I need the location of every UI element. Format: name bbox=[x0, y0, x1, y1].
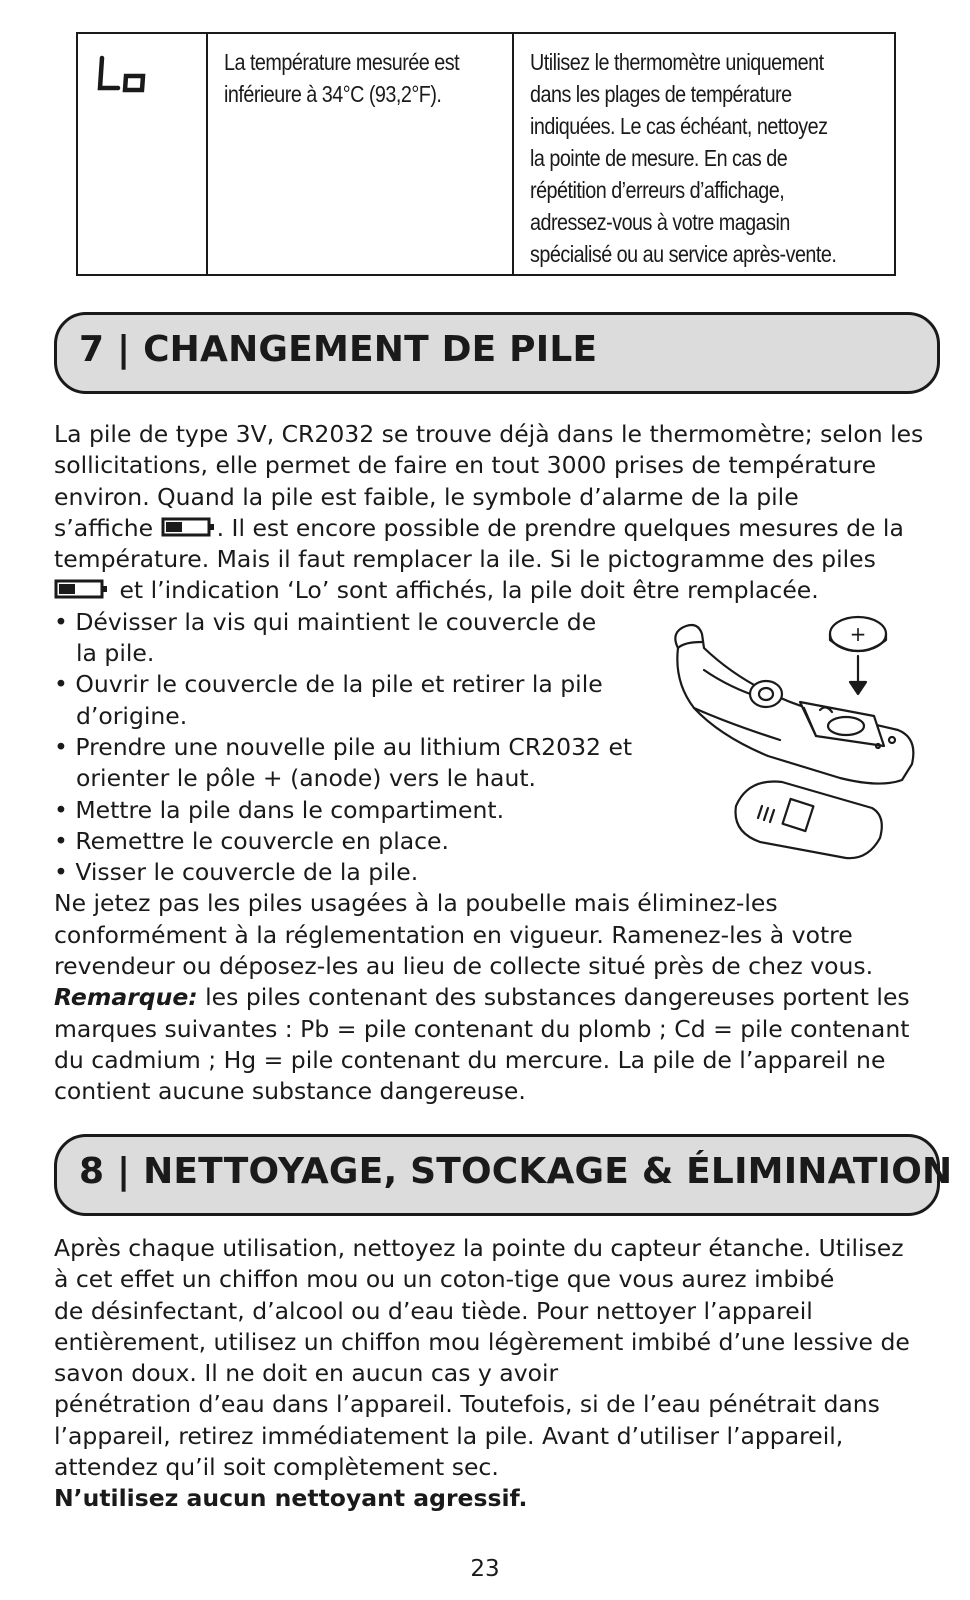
paragraph-line: sollicitations, elle permet de faire en tout 3000 prises de température bbox=[54, 451, 877, 480]
polarity-plus-label: + bbox=[849, 622, 867, 646]
paragraph-line: Après chaque utilisation, nettoyez la pointe du capteur étanche. Utilisez bbox=[54, 1234, 904, 1262]
paragraph-line: revendeur ou déposez-les au lieu de collecte situé près de chez vous. bbox=[54, 952, 874, 981]
error-table bbox=[76, 32, 896, 276]
inline-text: s’affiche bbox=[54, 513, 161, 542]
bullet-continuation: orienter le pôle + (anode) vers le haut. bbox=[76, 764, 537, 793]
paragraph-line: Ne jetez pas les piles usagées à la poubelle mais éliminez-les bbox=[54, 889, 778, 918]
bullet-item: • Dévisser la vis qui maintient le couvercle de bbox=[54, 607, 597, 636]
paragraph-line bbox=[54, 982, 934, 1013]
paragraph-line: marques suivantes : Pb = pile contenant du plomb ; Cd = pile contenant bbox=[54, 1014, 910, 1043]
section-7-title: 7 | CHANGEMENT DE PILE bbox=[79, 329, 598, 370]
bullet-item: • Remettre le couvercle en place. bbox=[54, 826, 449, 855]
meaning-line: inférieure à 34°C (93,2°F). bbox=[224, 81, 442, 107]
bullet-item: • Mettre la pile dans le compartiment. bbox=[54, 795, 505, 824]
paragraph-line bbox=[54, 513, 934, 544]
inline-text: les piles contenant des substances dangereuses portent les bbox=[197, 983, 910, 1012]
remedy-line: répétition d’erreurs d’affichage, bbox=[529, 177, 784, 203]
thermometer-battery-illustration bbox=[640, 612, 940, 882]
remedy-line: dans les plages de température bbox=[529, 81, 792, 107]
error-symbol-cell bbox=[78, 34, 208, 274]
paragraph-line: l’appareil, retirez immédiatement la pile. Avant d’utiliser l’appareil, bbox=[54, 1421, 844, 1450]
paragraph-line: savon doux. Il ne doit en aucun cas y avoir bbox=[54, 1359, 559, 1388]
paragraph-line: pénétration d’eau dans l’appareil. Toutefois, si de l’eau pénétrait dans bbox=[54, 1390, 880, 1419]
bullet-item: • Visser le couvercle de la pile. bbox=[54, 858, 419, 887]
paragraph-line: température. Mais il faut remplacer la ile. Si le pictogramme des piles bbox=[54, 545, 876, 574]
paragraph-line: de désinfectant, d’alcool ou d’eau tiède. Pour nettoyer l’appareil bbox=[54, 1296, 813, 1325]
paragraph-line bbox=[54, 575, 934, 606]
meaning-line: La température mesurée est bbox=[224, 49, 460, 75]
paragraph-line: du cadmium ; Hg = pile contenant du mercure. La pile de l’appareil ne bbox=[54, 1045, 886, 1074]
remark-label: Remarque: bbox=[54, 983, 198, 1012]
inline-text: et l’indication ‘Lo’ sont affichés, la pile doit être remplacée. bbox=[112, 576, 819, 605]
bullet-item: • Prendre une nouvelle pile au lithium CR2032 et bbox=[54, 732, 633, 761]
error-remedy-cell bbox=[514, 34, 894, 274]
paragraph-line: conformément à la réglementation en vigueur. Ramenez-les à votre bbox=[54, 920, 853, 949]
paragraph-line: à cet effet un chiffon mou ou un coton-tige que vous aurez imbibé bbox=[54, 1265, 835, 1294]
section-8-heading-banner bbox=[54, 1134, 953, 1216]
paragraph-line: attendez qu’il soit complètement sec. bbox=[54, 1453, 499, 1482]
remedy-line: spécialisé ou au service après-vente. bbox=[529, 241, 837, 267]
remedy-line: indiquées. Le cas échéant, nettoyez bbox=[529, 113, 828, 139]
section-8-title: 8 | NETTOYAGE, STOCKAGE & ÉLIMINATION bbox=[79, 1151, 953, 1192]
error-meaning-cell bbox=[208, 34, 513, 274]
paragraph-line: La pile de type 3V, CR2032 se trouve déjà dans le thermomètre; selon les bbox=[54, 420, 924, 448]
inline-text: . Il est encore possible de prendre quelques mesures de la bbox=[216, 513, 904, 542]
lcd-lo-icon bbox=[96, 52, 160, 96]
battery-low-icon bbox=[161, 516, 217, 538]
bullet-item: • Ouvrir le couvercle de la pile et retirer la pile bbox=[54, 670, 603, 699]
page-number: 23 bbox=[470, 1556, 500, 1582]
remedy-line: Utilisez le thermomètre uniquement bbox=[529, 49, 824, 75]
section-7-heading-banner bbox=[54, 312, 940, 394]
paragraph-line: environ. Quand la pile est faible, le symbole d’alarme de la pile bbox=[54, 482, 799, 511]
section-8-body bbox=[54, 1233, 934, 1515]
battery-low-icon bbox=[54, 578, 112, 600]
bullet-continuation: la pile. bbox=[76, 639, 155, 668]
paragraph-line: entièrement, utilisez un chiffon mou légèrement imbibé d’une lessive de bbox=[54, 1327, 910, 1356]
bullet-continuation: d’origine. bbox=[76, 701, 188, 730]
cleaning-warning: N’utilisez aucun nettoyant agressif. bbox=[54, 1484, 528, 1513]
remedy-line: adressez-vous à votre magasin bbox=[529, 209, 790, 235]
remedy-line: la pointe de mesure. En cas de bbox=[529, 145, 787, 171]
paragraph-line: contient aucune substance dangereuse. bbox=[54, 1077, 526, 1106]
